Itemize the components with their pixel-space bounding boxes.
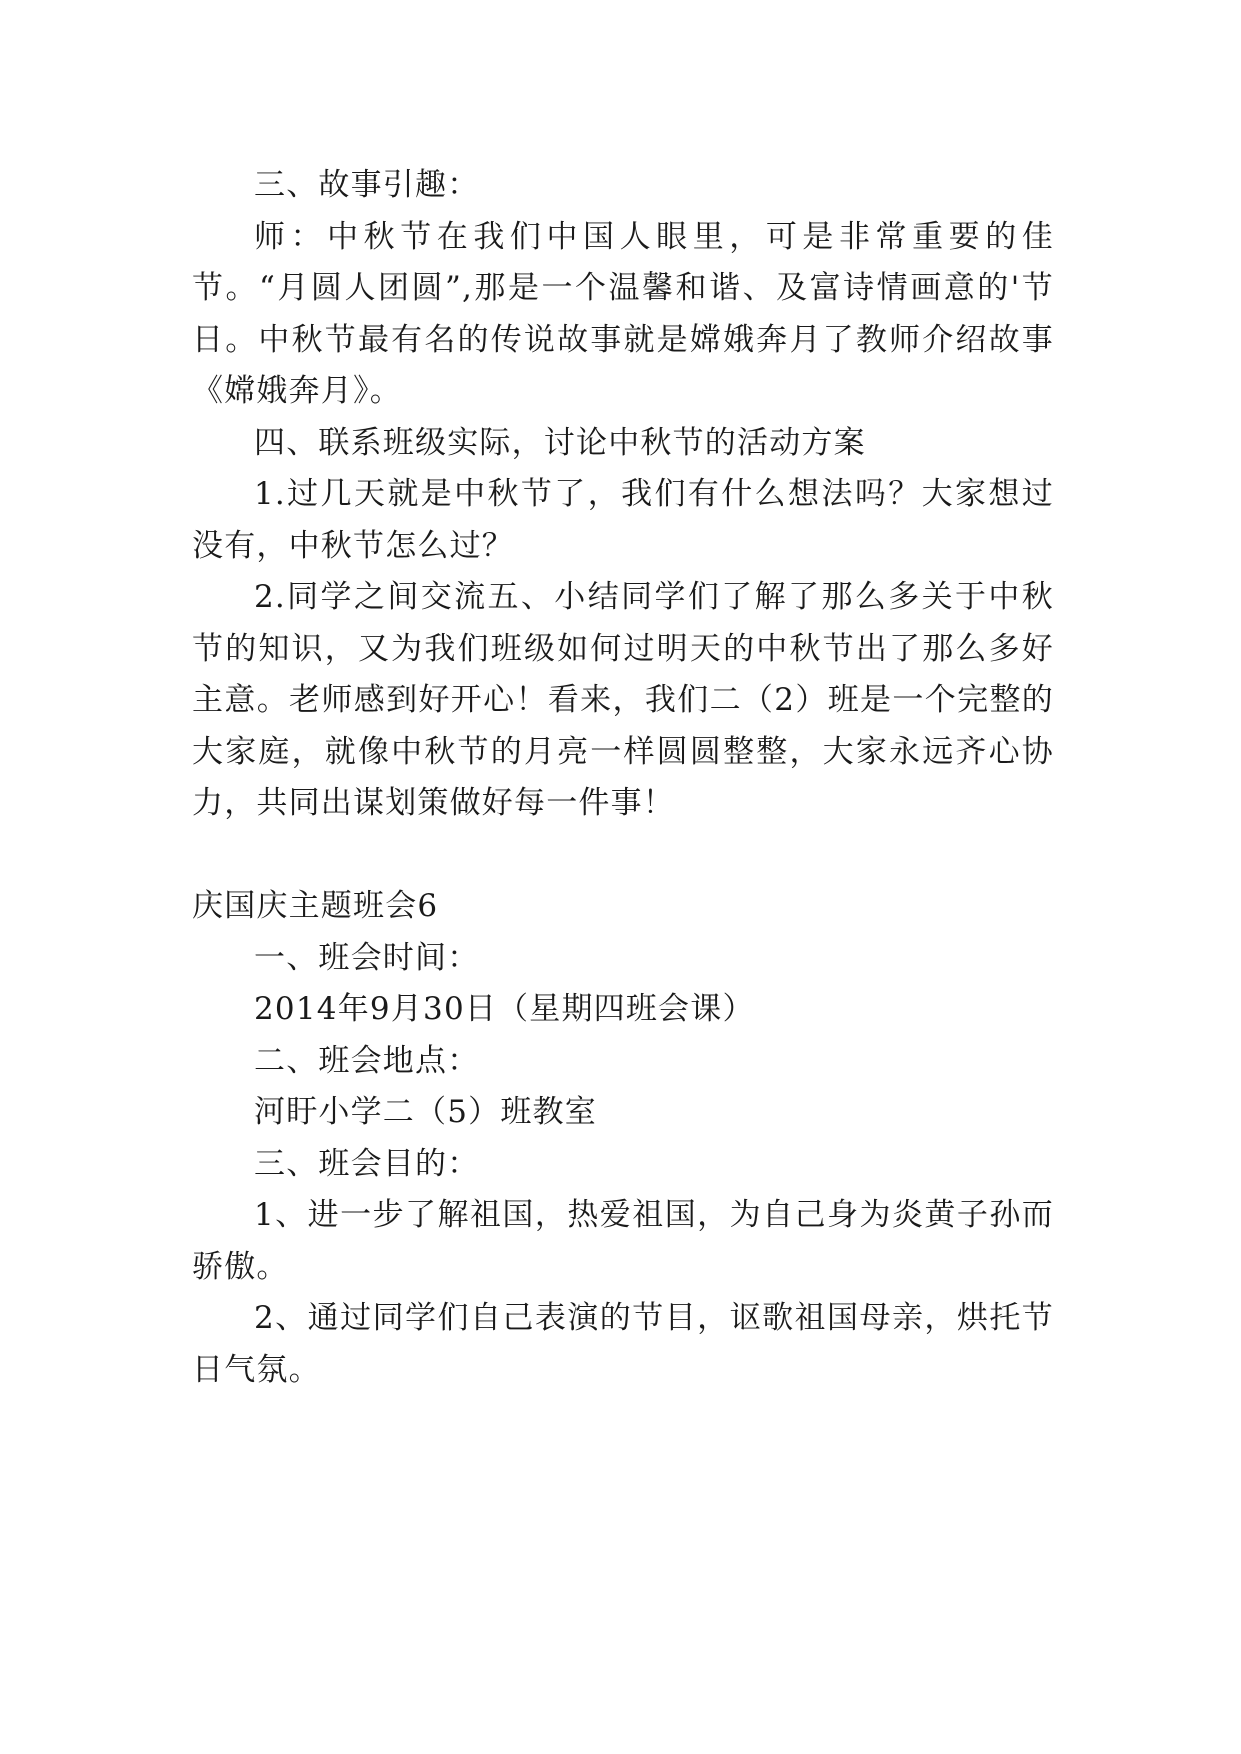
section-heading-goal: 三、班会目的：	[254, 1145, 480, 1182]
section-heading-discussion: 四、联系班级实际，讨论中秋节的活动方案	[254, 424, 866, 461]
document-title: 庆国庆主题班会6	[192, 888, 439, 924]
goal-item-2: 2、通过同学们自己表演的节目，讴歌祖国母亲，烘托节日气氛。	[192, 1300, 1054, 1388]
list-item-1: 1.过几天就是中秋节了，我们有什么想法吗？大家想过没有，中秋节怎么过？	[192, 476, 1054, 564]
time-value: 2014年9月30日（星期四班会课）	[254, 991, 755, 1027]
document-body	[192, 160, 1054, 1396]
section-heading-time: 一、班会时间：	[254, 939, 480, 976]
section-heading-place: 二、班会地点：	[254, 1042, 480, 1079]
goal-item-1: 1、进一步了解祖国，热爱祖国，为自己身为炎黄子孙而骄傲。	[192, 1197, 1054, 1285]
paragraph-story: 师：中秋节在我们中国人眼里，可是非常重要的佳节。“月圆人团圆”,那是一个温馨和谐、及富诗情画意的'节日。中秋节最有名的传说故事就是嫦娥奔月了教师介绍故事《嫦娥奔月》。	[192, 218, 1054, 409]
list-item-2: 2.同学之间交流五、小结同学们了解了那么多关于中秋节的知识，又为我们班级如何过明天的中秋节出了那么多好主意。老师感到好开心！看来，我们二（2）班是一个完整的大家庭，就像中秋节的月亮一样圆圆整整，大家永远齐心协力，共同出谋划策做好每一件事！	[192, 579, 1054, 821]
place-value: 河盱小学二（5）班教室	[254, 1094, 597, 1130]
section-gap	[192, 830, 1054, 882]
section-heading-story: 三、故事引趣：	[254, 167, 480, 203]
